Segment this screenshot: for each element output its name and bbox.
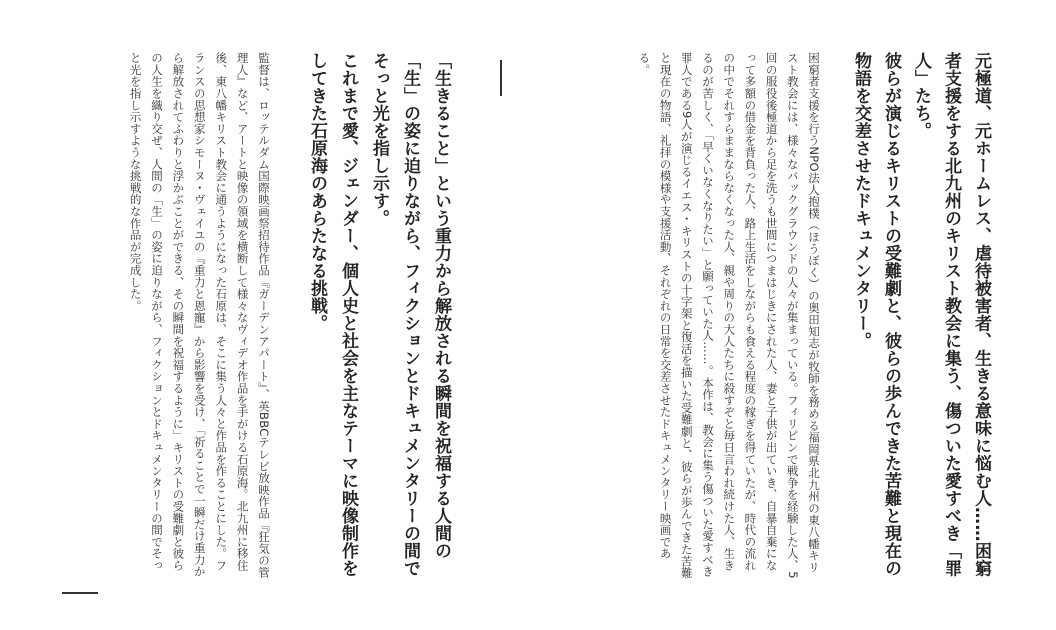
story-body-text: 困窮者支援を行うNPO法人抱樸（ほうぼく）の奥田知志が牧師を務める福岡県北九州の東八幡キリスト教会には、様々なバックグラウンドの人々が集まっている。フィリピンで戦争を経験した人、5回の服役後極道から足を洗うも世間につまはじきにされた人、妻と子供が出ていき、自暴自棄になって多額の借金を背負った人、路上生活をしながらも食える程度の稼ぎを得ていたが、時代の流れの中でそれすらままならなくなった人、親や周りの大人たちに殺すぞと毎日言われ続けた人、生きるのが苦しく、「早くいなくなりたい」と願っていた人……。本作は、教会に集う傷ついた愛すべき罪人である9人が演じるイエス・キリストの十字架と復活を描いた受難劇と、彼らが歩んできた苦難と現在の物語、礼拝の模様や支援活動、それぞれの日常を交差させたドキュメンタリー映画である。 bbox=[637, 52, 821, 579]
headline-text: 元極道、元ホームレス、虐待被害者、生きる意味に悩む人……困窮者支援をする北九州のキリスト教会に集う、傷ついた愛すべき「罪人」たち。 彼らが演じるキリストの受難劇と、彼らの歩んできた苦難と現在の物語を交差させたドキュメンタリー。 bbox=[851, 52, 991, 577]
section-divider-vertical bbox=[500, 60, 502, 96]
director-lead-text: 「生きること」という重力から解放される瞬間を祝福する人間の「生」の姿に迫りながら、フィクションとドキュメンタリーの間でそっと光を指し示す。 これまで愛、ジェンダー、個人史と社会を主なテーマに映像制作をしてきた石原海のあらたなる挑戦。 bbox=[307, 52, 451, 577]
director-profile-text: 監督は、ロッテルダム国際映画祭招待作品『ガーデンアパート』、英BBCテレビ放映作品『狂気の管理人』など、アートと映像の領域を横断して様々なヴィデオ作品を手がける石原海。北九州に移住後、東八幡キリスト教会に通うようになった石原は、そこに集う人々と作品を作ることにした。フランスの思想家シモーヌ・ヴェイユの『重力と恩寵』から影響を受け、「祈ることで一瞬だけ重力から解放されてふわりと浮かぶことができる、その瞬間を祝福するように」キリストの受難劇と彼らの人生を織り交ぜ、人間の「生」の姿に迫りながら、フィクションとドキュメンタリーの間でそっと光を指し示すような挑戦的な作品が完成した。 bbox=[128, 52, 271, 579]
page-end-rule bbox=[62, 592, 98, 594]
